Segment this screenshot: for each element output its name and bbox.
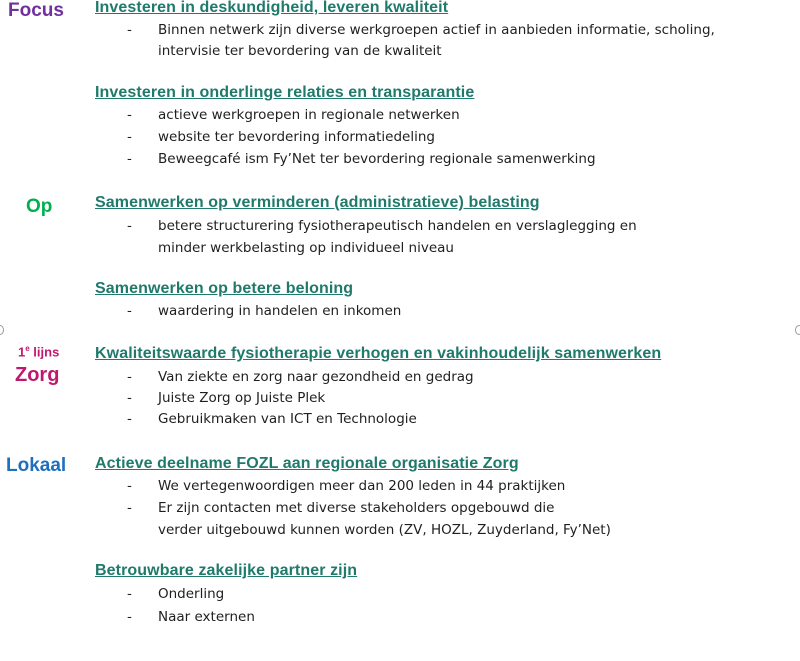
heading-zakelijke-partner: Betrouwbare zakelijke partner zijn <box>95 562 358 579</box>
list-item <box>0 609 800 630</box>
list-item <box>0 151 800 172</box>
bullet-text: Juiste Zorg op Juiste Plek <box>158 390 326 406</box>
bullet-text: actieve werkgroepen in regionale netwerken <box>158 107 460 123</box>
list-item <box>0 500 800 521</box>
bullet-marker: - <box>127 218 132 234</box>
bullet-text: website ter bevordering informatiedeling <box>158 129 435 145</box>
label-eerste-lijns: 1e lijns <box>18 344 60 360</box>
bullet-marker: - <box>127 129 132 145</box>
list-item <box>0 390 800 411</box>
list-item <box>0 478 800 499</box>
heading-fozl-deelname: Actieve deelname FOZL aan regionale organisatie Zorg <box>95 455 519 472</box>
bullet-text: waardering in handelen en inkomen <box>158 303 402 319</box>
bullet-text: Er zijn contacten met diverse stakeholders opgebouwd die <box>158 500 555 516</box>
label-focus: Focus <box>8 0 64 21</box>
list-item <box>0 218 800 239</box>
list-item <box>0 411 800 432</box>
list-item <box>0 303 800 324</box>
bullet-marker: - <box>127 411 132 427</box>
label-zorg: Zorg <box>15 364 60 386</box>
heading-relaties: Investeren in onderlinge relaties en transparantie <box>95 84 475 101</box>
bullet-marker: - <box>127 390 132 406</box>
heading-beloning: Samenwerken op betere beloning <box>95 280 354 297</box>
bullet-marker: - <box>127 586 132 602</box>
bullet-text: betere structurering fysiotherapeutisch handelen en verslaglegging en <box>158 218 637 234</box>
bullet-text: We vertegenwoordigen meer dan 200 leden in 44 praktijken <box>158 478 566 494</box>
list-item <box>0 129 800 150</box>
bullet-marker: - <box>127 107 132 123</box>
bullet-text: Beweegcafé ism Fy’Net ter bevordering regionale samenwerking <box>158 151 596 167</box>
bullet-text: Onderling <box>158 586 225 602</box>
bullet-text-continued: minder werkbelasting op individueel niveau <box>158 240 454 256</box>
heading-administratieve-belasting: Samenwerken op verminderen (administratieve) belasting <box>95 194 540 211</box>
list-item <box>0 22 800 43</box>
bullet-text: Naar externen <box>158 609 255 625</box>
left-edge-marker <box>0 325 4 335</box>
bullet-text: Binnen netwerk zijn diverse werkgroepen actief in aanbieden informatie, scholing, <box>158 22 715 38</box>
bullet-marker: - <box>127 500 132 516</box>
bullet-marker: - <box>127 303 132 319</box>
bullet-text: Van ziekte en zorg naar gezondheid en gedrag <box>158 369 474 385</box>
bullet-text-continued: verder uitgebouwd kunnen worden (ZV, HOZL, Zuyderland, Fy’Net) <box>158 522 611 538</box>
bullet-marker: - <box>127 22 132 38</box>
bullet-text: Gebruikmaken van ICT en Technologie <box>158 411 417 427</box>
right-edge-marker <box>795 325 800 335</box>
label-op: Op <box>26 196 53 217</box>
list-item <box>0 586 800 607</box>
heading-deskundigheid: Investeren in deskundigheid, leveren kwaliteit <box>95 0 449 16</box>
bullet-marker: - <box>127 369 132 385</box>
heading-kwaliteitswaarde: Kwaliteitswaarde fysiotherapie verhogen en vakinhoudelijk samenwerken <box>95 345 662 362</box>
bullet-marker: - <box>127 478 132 494</box>
label-lokaal: Lokaal <box>6 455 67 476</box>
list-item <box>0 369 800 390</box>
list-item <box>0 107 800 128</box>
bullet-text-continued: intervisie ter bevordering van de kwaliteit <box>158 43 442 59</box>
bullet-marker: - <box>127 609 132 625</box>
bullet-marker: - <box>127 151 132 167</box>
